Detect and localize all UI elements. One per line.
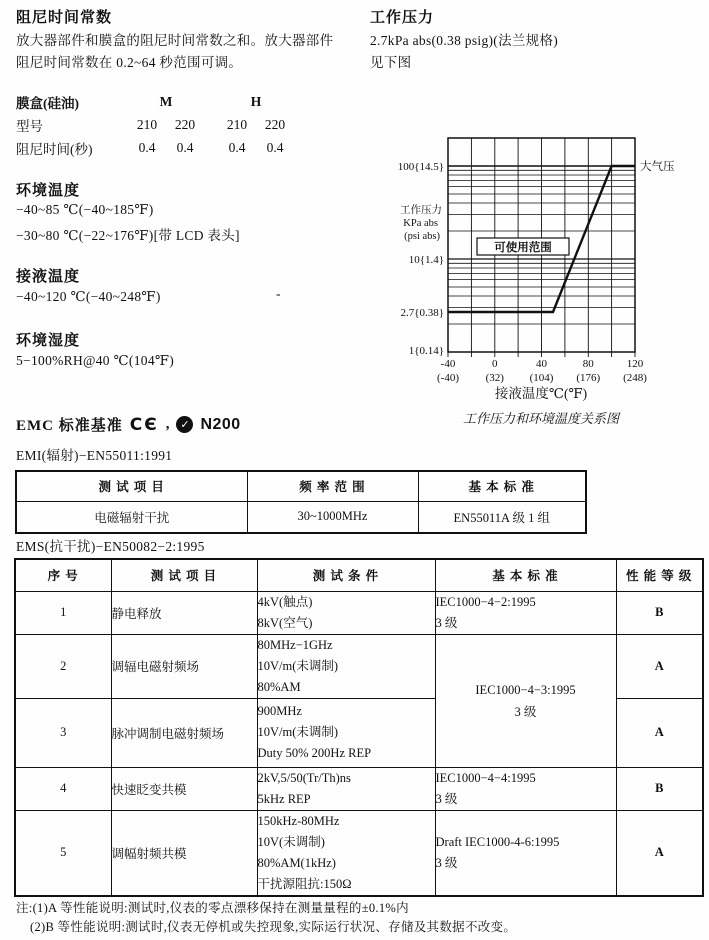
ems-header-row: [15, 559, 703, 591]
ambient-temp-line1: −40~85 ℃(−40~185℉): [16, 202, 154, 217]
ems-basic-standard-merged: [435, 634, 616, 767]
ems-row-1: [15, 591, 703, 634]
damping-body-line1: 放大器部件和膜盒的阻尼时间常数之和。放大器部件: [16, 33, 334, 48]
ems-performance-grade: B: [616, 591, 703, 634]
emi-header-row: [16, 471, 586, 501]
x-tick-c: 120: [626, 358, 644, 370]
ems-test-item: 脉冲调制电磁射频场: [111, 698, 257, 767]
standard-line: 3 级: [435, 615, 458, 630]
ems-test-condition: [257, 698, 435, 767]
standard-line: 3 级: [514, 704, 537, 719]
usable-range-label: 可使用范围: [494, 242, 552, 254]
condition-line: 10V/m(未调制): [257, 658, 339, 673]
standard-line: IEC1000−4−2:1995: [435, 594, 536, 609]
ce-mark-icon: CЄ: [129, 414, 159, 435]
process-temp-line1: −40~120 ℃(−40~248℉): [16, 289, 161, 304]
emc-heading: [16, 414, 241, 435]
chart-x-axis-label: 接液温度℃(℉): [494, 386, 588, 401]
standard-line: 3 级: [435, 791, 458, 806]
damping-title: 阻尼时间常数: [16, 10, 113, 26]
standard-line: IEC1000−4−4:1995: [435, 770, 536, 785]
emi-basic-standard: EN55011A 级 1 组: [418, 501, 586, 533]
ems-standard-line: EMS(抗干扰)−EN50082−2:1995: [16, 539, 205, 554]
damping-time-value: 0.4: [266, 139, 284, 155]
damping-body-line2: 阻尼时间常数在 0.2~64 秒范围可调。: [16, 55, 243, 70]
ems-performance-grade: A: [616, 810, 703, 896]
condition-line: 2kV,5/50(Tr/Th)ns: [257, 770, 351, 785]
y-tick-1: 1{0.14}: [408, 345, 444, 357]
emi-standard-line: EMI(辐射)−EN55011:1991: [16, 448, 173, 463]
damping-time-value: 0.4: [228, 139, 246, 155]
atmosphere-label: 大气压: [640, 161, 675, 173]
ems-row-2: [15, 634, 703, 698]
y-tick-2-7: 2.7{0.38}: [400, 307, 444, 319]
humidity-line1: 5−100%RH@40 ℃(104℉): [16, 353, 175, 368]
damping-time-value: 0.4: [176, 139, 194, 155]
condition-line: 4kV(触点): [257, 594, 313, 609]
damping-time-value: 0.4: [138, 139, 156, 155]
ems-test-condition: [257, 591, 435, 634]
condition-line: 150kHz-80MHz: [257, 813, 340, 828]
ems-header-basic-standard: 基 本 标 准: [435, 559, 616, 591]
condition-line: 900MHz: [257, 704, 302, 718]
ems-test-item: 快速眨变共模: [111, 767, 257, 810]
stray-dash: -: [276, 286, 281, 301]
x-tick-c: -40: [440, 358, 456, 370]
emi-table: [15, 470, 587, 534]
ems-test-item: 调幅射频共模: [111, 810, 257, 896]
condition-line: 80MHz−1GHz: [257, 637, 333, 652]
y-tick-100: 100{14.5}: [397, 161, 444, 173]
damping-model-value: 210: [136, 116, 158, 132]
y-tick-10: 10{1.4}: [408, 254, 444, 266]
ambient-temp-line2: −30~80 ℃(−22~176℉)[带 LCD 表头]: [16, 228, 240, 243]
standard-line: Draft IEC1000-4-6:1995: [435, 834, 560, 849]
working-pressure-line1: 2.7kPa abs(0.38 psig)(法兰规格): [370, 33, 559, 48]
standard-line: IEC1000−4−3:1995: [475, 682, 576, 697]
ems-table: [14, 558, 704, 897]
y-axis-title-line1: 工作压力: [400, 205, 442, 216]
damping-model-value: 220: [264, 116, 286, 132]
ems-performance-grade: B: [616, 767, 703, 810]
ems-row-no: 4: [15, 767, 111, 810]
ems-header-performance-grade: 性 能 等 级: [616, 559, 703, 591]
damping-table-col-h: H: [250, 93, 262, 109]
ems-basic-standard: [435, 767, 616, 810]
ambient-temp-title: 环境温度: [16, 183, 81, 199]
x-tick-f: (248): [623, 372, 647, 384]
damping-model-value: 210: [226, 116, 248, 132]
ems-row-no: 3: [15, 698, 111, 767]
x-tick-f: (-40): [437, 372, 459, 384]
x-tick-f: (104): [529, 372, 554, 384]
condition-line: Duty 50% 200Hz REP: [257, 746, 372, 760]
ems-performance-grade: A: [616, 634, 703, 698]
standard-line: 3 级: [435, 855, 458, 870]
working-pressure-line2: 见下图: [370, 55, 412, 70]
condition-line: 8kV(空气): [257, 615, 313, 630]
ems-header-test-condition: 测 试 条 件: [257, 559, 435, 591]
emi-header-test-item: 测 试 项 目: [16, 471, 247, 501]
emc-title: EMC 标准基准: [16, 418, 123, 434]
condition-line: 80%AM(1kHz): [257, 855, 336, 870]
emi-header-basic-standard: 基 本 标 准: [418, 471, 586, 501]
emi-header-frequency-range: 频 率 范 围: [247, 471, 418, 501]
ems-test-condition: [257, 810, 435, 896]
ems-test-item: 静电释放: [111, 591, 257, 634]
condition-line: 80%AM: [257, 679, 301, 694]
humidity-title: 环境湿度: [16, 333, 81, 349]
damping-table-col-m: M: [159, 93, 173, 109]
ems-row-no: 2: [15, 634, 111, 698]
ems-test-condition: [257, 634, 435, 698]
ems-row-5: [15, 810, 703, 896]
damping-model-value: 220: [174, 116, 196, 132]
c-tick-icon: ✓: [176, 416, 193, 433]
y-axis-title-line2: KPa abs: [403, 218, 438, 229]
footnote-line1: 注:(1)A 等性能说明:测试时,仪表的零点漂移保持在测量量程的±0.1%内: [16, 901, 409, 915]
x-tick-f: (32): [485, 372, 504, 384]
condition-line: 10V/m(未调制): [257, 725, 339, 739]
ems-basic-standard: [435, 810, 616, 896]
condition-line: 10V(未调制): [257, 834, 325, 849]
pressure-temperature-chart: [390, 130, 709, 440]
emi-frequency-range: 30~1000MHz: [247, 501, 418, 533]
x-tick-c: 80: [582, 358, 594, 370]
working-pressure-title: 工作压力: [370, 10, 435, 26]
chart-caption: 工作压力和环境温度关系图: [462, 411, 620, 426]
ems-test-item: 调辐电磁射频场: [111, 634, 257, 698]
ems-basic-standard: [435, 591, 616, 634]
damping-row-model-label: 型号: [16, 118, 43, 134]
emi-data-row: [16, 501, 586, 533]
y-axis-title-line3: (psi abs): [404, 231, 440, 242]
ems-row-no: 1: [15, 591, 111, 634]
ems-performance-grade: A: [616, 698, 703, 767]
ems-test-condition: [257, 767, 435, 810]
emi-test-item: 电磁辐射干扰: [16, 501, 247, 533]
condition-line: 干扰源阻抗:150Ω: [257, 876, 352, 891]
x-tick-c: 40: [536, 358, 547, 370]
damping-table-header-label: 膜盒(硅油): [16, 95, 79, 111]
ems-row-no: 5: [15, 810, 111, 896]
ems-header-no: 序 号: [15, 559, 111, 591]
damping-row-time-label: 阻尼时间(秒): [16, 141, 93, 157]
ems-header-test-item: 测 试 项 目: [111, 559, 257, 591]
process-temp-title: 接液温度: [16, 269, 81, 285]
x-tick-c: 0: [492, 358, 498, 370]
condition-line: 5kHz REP: [257, 791, 311, 806]
emc-separator: ,: [165, 416, 170, 432]
c-tick-number: N200: [200, 415, 241, 433]
footnote-line2: (2)B 等性能说明:测试时,仪表无停机或失控现象,实际运行状况、存储及其数据不改变。: [30, 920, 517, 934]
damping-spec-table: [16, 90, 294, 159]
ems-row-4: [15, 767, 703, 810]
x-tick-f: (176): [576, 372, 601, 384]
